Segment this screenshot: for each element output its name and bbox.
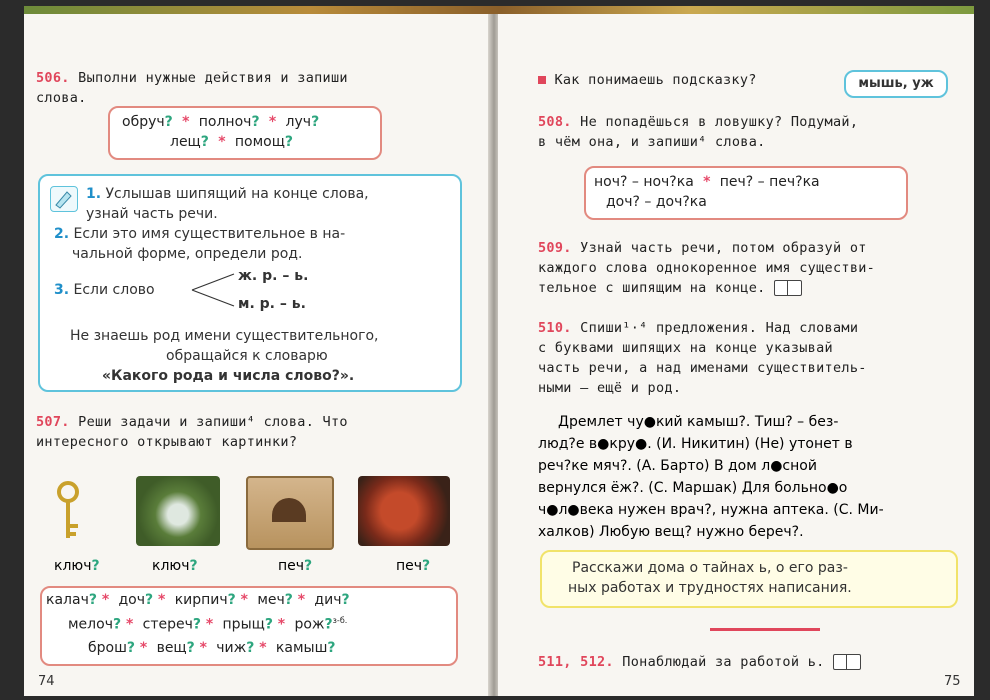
superscript: з-б.: [332, 616, 348, 625]
key-icon: [48, 480, 88, 546]
pic-label-3: печ?: [278, 558, 313, 574]
note-line1: Расскажи дома о тайнах ь, о его раз-: [572, 560, 848, 576]
rule-num: 1.: [86, 186, 102, 202]
task-509-text: Узнай часть речи, потом образуй от: [580, 240, 867, 256]
top-color-stripe: [24, 6, 974, 14]
task-510-text-l3: часть речи, а над именами существитель-: [538, 360, 867, 376]
task-506-number: 506.: [36, 70, 70, 86]
book-icon: [774, 280, 802, 296]
rule-box: [38, 174, 462, 392]
task-507-number: 507.: [36, 414, 70, 430]
task-511-number: 511, 512.: [538, 654, 614, 670]
word: лещ: [170, 134, 201, 150]
task-511-line: [538, 654, 861, 670]
task-510-text: Спиши¹·⁴ предложения. Над словами: [580, 320, 859, 336]
box507-row1: калач? * доч? * кирпич? * меч? * дич?: [46, 592, 350, 608]
rule-note3: «Какого рода и числа слово?».: [102, 368, 355, 384]
task-509-text-l2: каждого слова однокоренное имя существи-: [538, 260, 876, 276]
task-510-body-l1: Дремлет чу●кий камыш?. Тиш? – без-: [558, 414, 839, 430]
word: чиж: [216, 640, 247, 656]
liver-icon: [358, 476, 450, 546]
rule-note2: обращайся к словарю: [166, 348, 328, 364]
task-508-text: Не попадёшься в ловушку? Подумай,: [580, 114, 859, 130]
task-510-body-l3: реч?ке мяч?. (А. Барто) В дом л●сной: [538, 458, 817, 474]
stove-icon: [246, 476, 334, 550]
homework-note-box: [540, 550, 958, 608]
task-507-text: Реши задачи и запиши⁴ слова. Что: [78, 414, 348, 430]
task-509-line1: [538, 240, 867, 256]
task-510-body-l2: люд?е в●кру●. (И. Никитин) (Не) утонет в: [538, 436, 853, 452]
right-page: [498, 14, 974, 696]
hint-box: мышь, уж: [844, 70, 948, 98]
task-507-line1: [36, 414, 348, 430]
task-510-text-l2: с буквами шипящих на конце указывай: [538, 340, 833, 356]
box506-row1: обруч? * полноч? * луч?: [122, 114, 320, 130]
task-507-text-cont: интересного открывают картинки?: [36, 434, 298, 450]
word: кирпич: [174, 592, 228, 608]
word: обруч: [122, 114, 165, 130]
bullet-icon: [538, 76, 546, 84]
hint-line: [538, 72, 757, 88]
task-510-body-l5: ч●л●века нужен врач?, нужна аптека. (С. Ми-: [538, 502, 884, 518]
rule-pencil-icon: [50, 186, 78, 212]
word: брош: [88, 640, 127, 656]
task-508-number: 508.: [538, 114, 572, 130]
task-506-word-box: [108, 106, 382, 160]
branch-masculine: м. р. – ь.: [238, 296, 306, 312]
rule-num: 3.: [54, 282, 70, 298]
task-508-text-cont: в чём она, и запиши⁴ слова.: [538, 134, 766, 150]
pic-word: печ: [396, 558, 423, 574]
task-510-text-l4: ными – ещё и род.: [538, 380, 682, 396]
word: стереч: [142, 616, 193, 633]
pic-label-4: печ?: [396, 558, 431, 574]
spring-icon: [136, 476, 220, 546]
task-510-line1: [538, 320, 858, 336]
branch-feminine: ж. р. – ь.: [238, 268, 309, 284]
word: помощ: [234, 134, 285, 150]
pic-word: ключ: [152, 558, 190, 574]
pic-word: печ: [278, 558, 305, 574]
box508-row1: ноч? – ноч?ка * печ? – печ?ка: [594, 174, 820, 190]
textbook-spread: [24, 6, 974, 696]
word: прыщ: [222, 616, 265, 633]
book-icon: [833, 654, 861, 670]
box507-row2: мелоч? * стереч? * прыщ? * рож?$^{з-б.}$: [68, 616, 348, 633]
task-509-number: 509.: [538, 240, 572, 256]
word: доч: [118, 592, 146, 608]
word: мелоч: [68, 616, 113, 633]
box507-row3: брош? * вещ? * чиж? * камыш?: [88, 640, 336, 656]
branch-lines: [190, 270, 236, 310]
note-line2: ных работах и трудностях написания.: [568, 580, 852, 596]
task-510-body-l4: вернулся ёж?. (С. Маршак) Для больно●о: [538, 480, 848, 496]
pic-word: ключ: [54, 558, 92, 574]
word-pair: ноч? – ноч?ка: [594, 174, 694, 190]
word: камыш: [275, 640, 328, 656]
rule-2b: чальной форме, определи род.: [72, 246, 303, 262]
word: полноч: [198, 114, 252, 130]
page-number-left: 74: [38, 674, 55, 689]
task-506-text-cont: слова.: [36, 90, 87, 106]
word: меч: [257, 592, 285, 608]
left-page: [24, 14, 490, 696]
rule-num: 2.: [54, 226, 70, 242]
word: калач: [46, 592, 89, 608]
task-507-word-box: [40, 586, 458, 666]
rule-note1: Не знаешь род имени существительного,: [70, 328, 379, 344]
rule-3: [54, 282, 155, 298]
word: дич: [314, 592, 342, 608]
word-pair: печ? – печ?ка: [719, 174, 820, 190]
task-506-text: Выполни нужные действия и запиши: [78, 70, 348, 86]
task-509-text: тельное с шипящим на конце.: [538, 280, 766, 296]
task-509-text-l3: [538, 280, 802, 296]
task-508-line1: [538, 114, 858, 130]
word: вещ: [156, 640, 187, 656]
rule-text: Если слово: [73, 282, 155, 298]
task-511-text: Понаблюдай за работой ь.: [622, 654, 825, 670]
pic-label-2: ключ?: [152, 558, 198, 574]
word: луч: [285, 114, 312, 130]
rule-text: Услышав шипящий на конце слова,: [105, 186, 369, 202]
page-number-right: 75: [944, 674, 961, 689]
task-506-line1: [36, 70, 348, 86]
pic-label-1: ключ?: [54, 558, 100, 574]
task-510-body-l6: халков) Любую вещ? нужно береч?.: [538, 524, 804, 540]
word: рож: [294, 616, 325, 633]
rule-1: [86, 186, 369, 202]
divider: [710, 628, 820, 631]
box508-row2: доч? – доч?ка: [606, 194, 707, 210]
task-508-word-box: [584, 166, 908, 220]
hint-question: Как понимаешь подсказку?: [554, 72, 757, 88]
task-510-number: 510.: [538, 320, 572, 336]
rule-1b: узнай часть речи.: [86, 206, 218, 222]
box506-row2: лещ? * помощ?: [170, 134, 294, 150]
rule-2: [54, 226, 345, 242]
rule-text: Если это имя существительное в на-: [73, 226, 346, 242]
